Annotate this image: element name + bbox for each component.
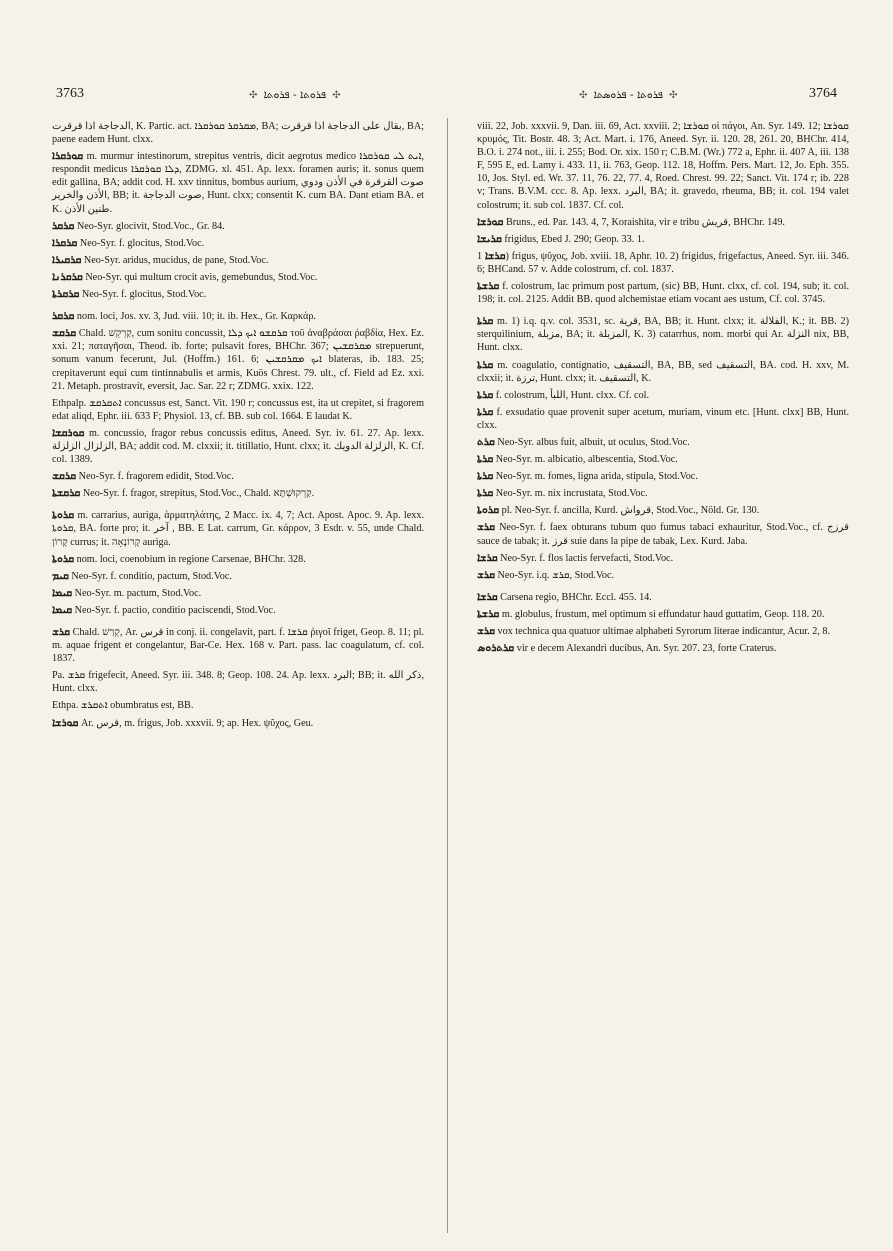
right-title-text: ܦܪܘܬܐ - ܦܪܘܣܬܐ	[593, 89, 663, 101]
dictionary-entry	[477, 569, 849, 582]
entry-text: m. 1) i.q. q.v. col. 3531, sc. قرية, BA, BB; it. Hunt. clxx; it. الفلالة, K.; it. BB. 2) sterquilinium, مزبلة, BA; it. المزبلة, K. 3) catarrhus, nom. morbi qui Ar. النزلة nix, BB, Hunt. clxx.	[477, 316, 850, 354]
entry-headword: ܩܪܫܬܐ	[477, 280, 500, 293]
dictionary-entry	[477, 552, 849, 565]
entry-text: vir e decem Alexandri ducibus, An. Syr. 207. 23, forte Craterus.	[516, 643, 777, 655]
entry-headword: ܩܪܫ	[477, 625, 495, 637]
dictionary-entry	[477, 436, 849, 449]
entry-headword: ܩܪܩܪܐ	[52, 236, 78, 249]
entry-text: Chald. קְרַשׁ, Ar. قرس in conj. ii. congelavit, part. f. ܩܪܫܐ ῥιγοῖ friget, Geop. 8. 11; pl. m. aquae frigent et congelantur, Bar-Ce. Hex. 168 v. Part. pass. lac coagulatum, cf. col. 1837.	[52, 627, 425, 665]
entry-headword: ܩܪܬܐ	[477, 470, 494, 483]
dictionary-entry	[52, 120, 424, 146]
dictionary-entry	[52, 604, 424, 617]
dictionary-entry	[477, 406, 849, 432]
entry-text: Neo-Syr. albus fuit, albuit, ut oculus, Stod.Voc.	[497, 436, 690, 448]
entry-text: m. concussio, fragor rebus concussis editus, Aneed. Syr. iv. 61. 27. Ap. lexx. الزلزال الزلزلة, BA; addit cod. M. clxxii; it. titillatio, Hunt. clxx; it. الزلزلة الدويك, K. Cf. col. 1389.	[52, 427, 424, 466]
entry-headword: ܩܘܪܫܐ	[52, 716, 79, 729]
left-page-number: 3763	[56, 86, 84, 101]
entry-text: Neo-Syr. f. conditio, pactum, Stod.Voc.	[71, 570, 232, 582]
entry-text: 1) frigus, ψῦχος, Job. xviii. 18, Aphr. 10. 2) frigidus, frigefactus, Aneed. Syr. iii. 346. 6; BHCand. 57 v. Adde colostrum, cf. col. 1837.	[477, 250, 849, 275]
entry-headword: ܩܪܩܝܪܐ	[52, 253, 82, 266]
dictionary-entry	[477, 359, 849, 385]
dictionary-entry	[477, 120, 849, 212]
entry-text: Neo-Syr. qui multum crocit avis, gemebundus, Stod.Voc.	[85, 271, 318, 283]
entry-text: Pa. ܩܪܫ frigefecit, Aneed. Syr. iii. 348. 8; Geop. 108. 24. Ap. lexx. البرد; BB; it. ذكر الله, Hunt. clxx.	[52, 670, 425, 695]
left-running-title	[246, 86, 344, 102]
dictionary-entry	[477, 233, 849, 246]
entry-text: Neo-Syr. f. fragor, strepitus, Stod.Voc., Chald. קַרְקוּשְׁתָּא.	[82, 488, 315, 500]
entry-text: vox technica qua quatuor ultimae alphabeti Syrorum literae indicantur, Acur. 2, 8.	[497, 626, 831, 637]
dictionary-entry	[52, 717, 424, 730]
dictionary-entry	[477, 591, 849, 604]
ornament-icon: ✣	[249, 90, 258, 101]
dictionary-entry	[477, 608, 849, 621]
entry-text: f. exsudatio quae provenit super acetum, muriam, vinum etc. [Hunt. clxx] BB, Hunt. clxx.	[477, 406, 850, 431]
right-running-title	[576, 86, 681, 102]
entry-text: viii. 22, Job. xxxvii. 9, Dan. iii. 69, Act. xxviii. 2; ܩܘܪܫܐ οἱ πάγοι, An. Syr. 149. 12; ܩܘܪܫܐ κρυμός, Tit. Bostr. 48. 3; Act. Mart. i. 176, Aneed. Syr. ii. 120. 28, 261. 20, BHChr. 414, B.O. i. 274 not., iii. i. 255; Bod. Or. xix. 150 r; C.B.M. (Wr.) 772 a, Ephr. ii. 407 A, iii. 138 F, 595 E, ed. Lamy i. 433. 11, ii. 763, Geop. 112. 18, Hoffm. Pers. Mart. 12, Jo. Eph. 355. 10, Jos. Styl. ed. Wr. 37. 11, 76. 22, 77. 4, Roed. Chrest. 99. 22; Sanct. Vit. 174 r; ib. 228 v; Trans. B.V.M. ccc. 8. Ap. lexx. البرد, BA; it. gravedo, rheuma, BB; it. col. 194 valet colostrum; it. sub col. 1837. Cf. col.	[477, 121, 849, 211]
entry-text: Neo-Syr. i.q. ܩܪܫ, Stod.Voc.	[497, 569, 615, 581]
dictionary-entry	[477, 453, 849, 466]
dictionary-entry	[52, 570, 424, 583]
entry-text: Neo-Syr. m. fomes, ligna arida, stipula, Stod.Voc.	[495, 471, 698, 483]
ornament-icon: ✣	[579, 90, 588, 101]
entry-text: Ethpalp. ܐܬܩܪܩܫ concussus est, Sanct. Vit. 190 r; concussus est, ita ut crepitet, si fragorem edat aliqd, Ephr. iii. 633 F; Physiol. 13, cf. BB. sub col. 1664. E laudat K.	[52, 397, 424, 422]
entry-text: pl. Neo-Syr. f. ancilla, Kurd. قرواش, Stod.Voc., Nöld. Gr. 130.	[501, 505, 760, 517]
entry-text: Neo-Syr. m. pactum, Stod.Voc.	[74, 587, 202, 599]
dictionary-entry	[477, 280, 849, 306]
entry-headword: ܩܪܝܫܐ	[477, 232, 502, 245]
entry-headword: ܩܪܘܬܐ	[52, 509, 75, 522]
entry-headword: ܩܪܩܪܬܐ	[52, 288, 80, 301]
entry-headword: ܩܪܬܐ	[477, 405, 494, 418]
dictionary-entry	[52, 220, 424, 233]
entry-text: Ar. قرس, m. frigus, Job. xxxvii. 9; ap. Hex. ψῦχος, Geu.	[80, 717, 314, 729]
ornament-icon: ✣	[332, 90, 341, 101]
entry-headword: ܩܪܬܪܘܣ	[477, 642, 515, 655]
entry-headword: ܩܪܩܫ	[52, 470, 77, 483]
entry-text: Neo-Syr. f. faex obturans tubum quo fumus tabaci exhauritur, Stod.Voc., cf. قرزج sauce de tabak; it. قرز suie dans la pipe de tabak, Lex. Kurd. Jaba.	[477, 522, 850, 547]
entry-headword: ܩܪܫܐ	[477, 590, 498, 603]
entry-headword: ܩܪܩܪ	[52, 310, 75, 323]
entry-text: Neo-Syr. f. pactio, conditio paciscendi, Stod.Voc.	[74, 604, 276, 616]
dictionary-entry	[477, 389, 849, 402]
left-column	[52, 120, 424, 734]
dictionary-entry	[477, 216, 849, 229]
dictionary-entry	[477, 470, 849, 483]
entry-text: f. colostrum, lac primum post partum, (sic) BB, Hunt. clxx, cf. col. 194, sub; it. col. 198; it. col. 2125. Addit BB. quod alchemistae etiam vocant aes ustum, Cf. col. 3745.	[477, 281, 849, 306]
dictionary-entry	[52, 327, 424, 392]
entry-headword: ܩܪܘܬܐ	[477, 504, 500, 517]
entry-text: frigidus, Ebed J. 290; Geop. 33. 1.	[504, 233, 645, 245]
entry-headword: ܩܪܘܬܐ	[52, 552, 75, 565]
entry-headword: ܩܘܪܩܪܐ	[52, 150, 84, 163]
dictionary-entry	[477, 504, 849, 517]
dictionary-entry	[477, 625, 849, 638]
entry-text: m. carrarius, auriga, ἁρματηλάτης, 2 Macc. ix. 4, 7; Act. Apost. Apoc. 9. Ap. lexx. ܩܪܘܬܐ, BA. forte pro; it. آخر , BB. E Lat. carrum, Gr. κάρρον, 3 Esdr. v. 55, unde Chald. קָרוֹן currus; it. קָרוֹנָאָה auriga.	[52, 510, 424, 548]
entry-text: Chald. קַרְקֵשׁ, cum sonitu concussit, ܩܪܩܫܘ ܐܝܟ ܕܠܐ τοῦ ἀναβράσαι ῥαβδία, Hex. Ez. xxi. 21; παταγῆσαι, Theod. ib. forte; pulsavit fores, BHChr. 367; ܡܩܪܩܫܝܢ strepuerunt, sonum vanum fecerunt, Jul. (Hoffm.) 161. 6; ܐܝܟ ܡܩܪܩܫܝܢ blateras, ib. 183. 25; crepitaverunt equi cum tintinnabulis et armis, Kuös Chrest. 79. ult., cf. Field ad Ez. xxi. 21. Metaph. prostravit, eversit, Jac. Sar. 22 r; ZDMG. xxix. 122.	[52, 328, 424, 392]
entry-headword: ܩܪܬܐ	[477, 315, 494, 328]
entry-headword: ܩܘܪܩܫܐ	[52, 426, 85, 439]
entry-text: Neo-Syr. f. glocitus, Stod.Voc.	[79, 237, 205, 249]
entry-text: Carsena regio, BHChr. Eccl. 455. 14.	[500, 591, 652, 603]
entry-headword: ܩܪܫܐ	[477, 551, 498, 564]
dictionary-entry	[52, 150, 424, 215]
entry-text: m. murmur intestinorum, strepitus ventris, dicit aegrotus medico ܐܝܬ ܠܝ ܩܘܪܩܪܐ, respondit medicus ܕܠܐ ܩܘܪܩܪܐ, ZDMG. xl. 451. Ap. lexx. foramen auris; it. sonus quem edit gallina, BA; addit cod. H. xxv tinnitus, bombus aurium, صوت القرقرة في الأذن ودوي الأذن والخرير, BB; it. صوت الدجاجة, Hunt. clxx; consentit K. cum BA. Dant etiam BA. et K. طنين الأذن.	[52, 151, 424, 215]
right-column	[477, 120, 849, 659]
left-title-text: ܦܪܘܬܐ - ܦܪܘܬܐ	[263, 89, 326, 101]
dictionary-entry	[477, 315, 849, 354]
entry-text: m. globulus, frustum, mel optimum si effundatur haud guttatim, Geop. 118. 20.	[501, 608, 825, 620]
entry-headword: ܩܪܫܬܐ	[477, 607, 500, 620]
entry-text: Neo-Syr. f. flos lactis fervefacti, Stod.Voc.	[500, 552, 674, 564]
dictionary-entry	[477, 642, 849, 655]
dictionary-entry	[477, 487, 849, 500]
entry-headword: ܩܪܫ	[477, 568, 495, 581]
entry-headword: ܩܪܫ	[52, 626, 70, 638]
entry-headword: ܩܪܩܫ	[52, 327, 77, 340]
entry-headword: ܩܝܡ	[52, 569, 69, 582]
entry-headword: ܩܪܩܫܬܐ	[52, 487, 81, 500]
dictionary-entry	[52, 397, 424, 423]
entry-text: الدجاجة اذا قرقرت, K. Partic. act. ܡܩܪܩܪ ܩܘܪܩܪܐ, BA; بقال على الدجاجة اذا قرقرت, BA; paene eadem Hunt. clxx.	[52, 121, 425, 146]
dictionary-entry	[52, 288, 424, 301]
dictionary-entry	[52, 427, 424, 466]
dictionary-entry	[52, 487, 424, 500]
entry-headword: ܩܘܪܫܐ	[477, 215, 504, 228]
dictionary-entry	[52, 470, 424, 483]
dictionary-entry	[52, 626, 424, 665]
entry-headword: ܩܪܩܪܢܐ	[52, 270, 83, 283]
dictionary-entry	[477, 250, 849, 276]
dictionary-entry	[477, 521, 849, 547]
dictionary-entry	[52, 254, 424, 267]
entry-headword: ܩܪܫ	[477, 521, 495, 534]
ornament-icon: ✣	[669, 90, 678, 101]
entry-headword: ܩܝܡܐ	[52, 603, 73, 616]
dictionary-entry	[52, 237, 424, 250]
column-divider	[447, 118, 448, 1233]
entry-headword: ܩܪܬܐ	[477, 388, 494, 401]
entry-headword: ܩܪܩܪ	[52, 219, 75, 232]
entry-headword: ܩܪܬ	[477, 435, 495, 448]
dictionary-entry	[52, 669, 424, 695]
dictionary-entry	[52, 699, 424, 712]
entry-headword: ܩܝܡܐ	[52, 586, 73, 599]
entry-text: Ethpa. ܐܬܩܪܫ obumbratus est, BB.	[52, 700, 194, 712]
entry-text: Neo-Syr. glocivit, Stod.Voc., Gr. 84.	[76, 220, 225, 232]
entry-text: Neo-Syr. m. albicatio, albescentia, Stod.Voc.	[495, 454, 678, 466]
dictionary-entry	[52, 587, 424, 600]
entry-headword: ܩܪܬܐ	[477, 487, 494, 500]
entry-headword: ܩܪܬܐ	[477, 358, 494, 371]
entry-headword: ܩܪܫܐ	[484, 249, 506, 262]
dictionary-entry	[52, 509, 424, 548]
entry-headword: ܩܪܬܐ	[477, 453, 494, 466]
entry-text: Bruns., ed. Par. 143. 4, 7, Koraishita, vir e tribu قريش, BHChr. 149.	[505, 216, 785, 228]
entry-text: m. coagulatio, contignatio, التسقيف, BA, BB, sed التسقيف, BA. cod. H. xxv, M. clxxii; it. ترزة, Hunt. clxx; it. التسقيف, K.	[477, 359, 849, 384]
dictionary-entry	[52, 271, 424, 284]
entry-text: Neo-Syr. m. nix incrustata, Stod.Voc.	[495, 488, 648, 500]
entry-text: Neo-Syr. f. glocitus, Stod.Voc.	[81, 289, 207, 301]
entry-text: Neo-Syr. f. fragorem edidit, Stod.Voc.	[78, 471, 234, 483]
right-page-number: 3764	[809, 86, 837, 101]
entry-text: f. colostrum, اللبأ, Hunt. clxx. Cf. col.	[495, 389, 650, 401]
running-head	[56, 86, 837, 106]
dictionary-entry	[52, 310, 424, 323]
dictionary-entry	[52, 553, 424, 566]
entry-text: nom. loci, coenobium in regione Carsenae, BHChr. 328.	[76, 553, 306, 565]
entry-text: Neo-Syr. aridus, mucidus, de pane, Stod.Voc.	[83, 254, 269, 266]
entry-text: nom. loci, Jos. xv. 3, Jud. viii. 10; it. ib. Hex., Gr. Καρκάρ.	[76, 311, 316, 323]
